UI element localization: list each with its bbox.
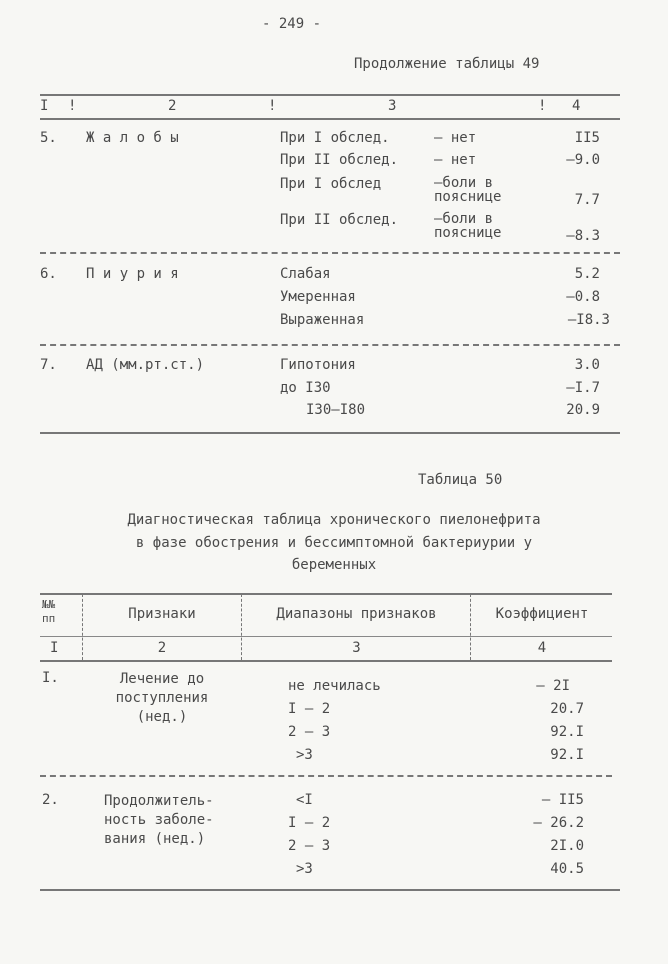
- table50-header-feature: Признаки: [128, 606, 196, 622]
- table50-column-divider: [82, 594, 83, 660]
- value-cell: 20.7: [550, 701, 584, 717]
- row-feature: П и у р и я: [86, 266, 179, 282]
- range-cell: >3: [296, 747, 313, 763]
- range-cell: Умеренная: [280, 289, 356, 305]
- range-cell: При I обслед.: [280, 130, 390, 146]
- range-cell: I – 2: [288, 701, 331, 717]
- value-cell: 2I.0: [550, 838, 584, 854]
- table50-index-rule: [40, 660, 612, 662]
- row-feature: Ж а л о б ы: [86, 130, 179, 146]
- table49-header-col4: 4: [572, 98, 581, 114]
- page-number: - 249 -: [262, 16, 322, 32]
- range-cell: Гипотония: [280, 357, 356, 373]
- table50-label: Таблица 50: [418, 472, 503, 488]
- range-cell: I – 2: [288, 815, 331, 831]
- index-col1: I: [50, 640, 59, 656]
- value-cell: 7.7: [574, 192, 600, 208]
- row-feature: Лечение до поступления (нед.): [115, 671, 209, 725]
- table50-title-line2: в фазе обострения и бессимптомной бактериурии у: [135, 535, 533, 551]
- value-cell: 92.I: [550, 724, 584, 740]
- range-cell: При II обслед.: [280, 212, 399, 228]
- range-cell: При I обслед: [280, 176, 382, 192]
- row-number: 5.: [40, 130, 57, 146]
- range-cell: Выраженная: [280, 312, 365, 328]
- table49-bottom-rule: [40, 432, 620, 434]
- table49-header-col3: 3: [388, 98, 397, 114]
- value-cell: 20.9: [566, 402, 600, 418]
- value-cell: 3.0: [574, 357, 600, 373]
- range-cell: При II обслед.: [280, 152, 399, 168]
- table50-top-rule: [40, 593, 612, 595]
- range-cell: не лечилась: [288, 678, 381, 694]
- index-col4: 4: [537, 640, 547, 656]
- table50-header-range: Диапазоны признаков: [276, 606, 437, 622]
- table49-header-rule: [40, 118, 620, 120]
- table50-title-line1: Диагностическая таблица хронического пиелонефрита: [127, 512, 541, 528]
- index-col3: 3: [352, 640, 361, 656]
- value-cell: 5.2: [574, 266, 600, 282]
- table50-row-rule: [40, 775, 612, 777]
- range-cell: I30–I80: [306, 402, 366, 418]
- value-cell: –I.7: [566, 380, 600, 396]
- table50-header-coef: Коэффициент: [495, 606, 589, 622]
- range-cell: до I30: [280, 380, 331, 396]
- range-cell: >3: [296, 861, 313, 877]
- detail-cell: –боли в пояснице: [434, 175, 502, 205]
- row-number: 2.: [42, 792, 59, 808]
- table49-header-sep: !: [538, 98, 547, 114]
- index-col2: 2: [157, 640, 167, 656]
- table49-header-col1: I: [40, 98, 49, 114]
- value-cell: –9.0: [566, 152, 600, 168]
- value-cell: –8.3: [566, 228, 600, 244]
- table49-header-sep: !: [68, 98, 77, 114]
- value-cell: 40.5: [550, 861, 584, 877]
- table50-header-num: №№ пп: [42, 598, 56, 625]
- value-cell: II5: [574, 130, 600, 146]
- value-cell: –I8.3: [567, 312, 610, 328]
- table50-column-divider: [241, 594, 242, 660]
- value-cell: – II5: [541, 792, 584, 808]
- table49-row-rule: [40, 344, 620, 346]
- value-cell: – 2I: [536, 678, 570, 694]
- table50-title-line3: беременных: [291, 557, 377, 573]
- table50-header-rule: [40, 636, 612, 637]
- table50-column-divider: [470, 594, 471, 660]
- table49-header-sep: !: [268, 98, 277, 114]
- value-cell: –0.8: [566, 289, 600, 305]
- detail-cell: –боли в пояснице: [434, 211, 502, 241]
- detail-cell: – нет: [434, 130, 477, 146]
- row-number: 7.: [40, 357, 57, 373]
- row-feature: АД (мм.рт.ст.): [86, 357, 205, 373]
- detail-cell: – нет: [434, 152, 477, 168]
- range-cell: <I: [296, 792, 313, 808]
- range-cell: Слабая: [280, 266, 331, 282]
- table49-row-rule: [40, 252, 620, 254]
- row-feature: Продолжитель- ность заболе- вания (нед.): [104, 793, 214, 847]
- row-number: 6.: [40, 266, 57, 282]
- range-cell: 2 – 3: [288, 724, 331, 740]
- table49-top-rule: [40, 94, 620, 96]
- table50-bottom-rule: [40, 889, 620, 891]
- table49-header-col2: 2: [168, 98, 177, 114]
- row-number: I.: [42, 670, 59, 686]
- value-cell: – 26.2: [533, 815, 584, 831]
- range-cell: 2 – 3: [288, 838, 331, 854]
- continuation-title: Продолжение таблицы 49: [354, 56, 540, 72]
- value-cell: 92.I: [550, 747, 584, 763]
